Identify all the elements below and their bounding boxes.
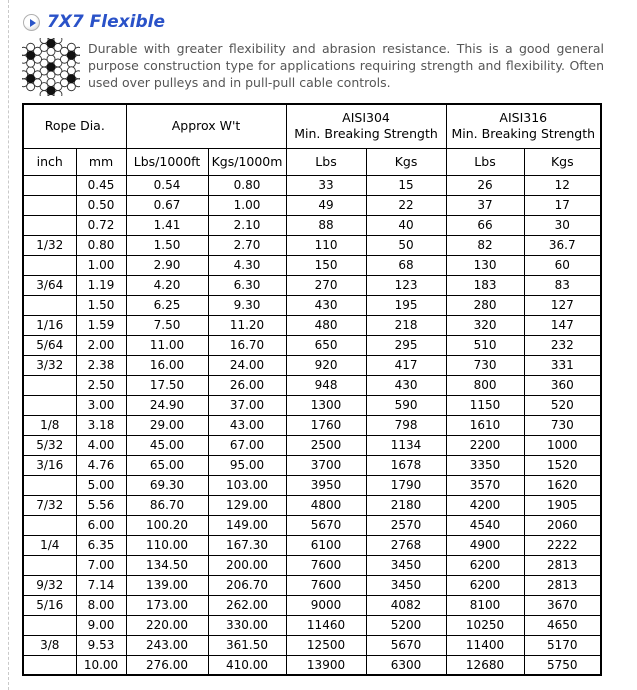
table-cell: 6.25: [126, 295, 208, 315]
table-cell: 2.90: [126, 255, 208, 275]
table-cell: 7600: [286, 555, 366, 575]
table-body: [23, 175, 601, 675]
table-cell: 49: [286, 195, 366, 215]
table-cell: 5/16: [23, 595, 76, 615]
table-cell: 3.18: [76, 415, 126, 435]
table-cell: 149.00: [208, 515, 286, 535]
table-cell: 0.67: [126, 195, 208, 215]
table-row: [23, 275, 601, 295]
table-cell: 103.00: [208, 475, 286, 495]
table-cell: 195: [366, 295, 446, 315]
table-cell: 43.00: [208, 415, 286, 435]
table-cell: 1678: [366, 455, 446, 475]
table-column-header-row: [23, 148, 601, 175]
table-cell: 1.00: [208, 195, 286, 215]
table-row: [23, 435, 601, 455]
table-cell: 7.00: [76, 555, 126, 575]
table-cell: 2.50: [76, 375, 126, 395]
table-cell: [23, 375, 76, 395]
page-left-divider: [8, 0, 9, 690]
table-row: [23, 415, 601, 435]
table-row: [23, 555, 601, 575]
table-cell: 4.20: [126, 275, 208, 295]
table-cell: 12680: [446, 655, 524, 675]
table-cell: 123: [366, 275, 446, 295]
table-cell: 26: [446, 175, 524, 195]
table-cell: 67.00: [208, 435, 286, 455]
table-cell: 2.38: [76, 355, 126, 375]
table-row: [23, 515, 601, 535]
table-cell: 1.00: [76, 255, 126, 275]
table-cell: 9000: [286, 595, 366, 615]
table-cell: 1.19: [76, 275, 126, 295]
table-cell: [23, 175, 76, 195]
table-cell: 510: [446, 335, 524, 355]
table-cell: 37: [446, 195, 524, 215]
group-header-sublabel: Min. Breaking Strength: [451, 126, 596, 142]
table-cell: 60: [524, 255, 601, 275]
table-cell: 295: [366, 335, 446, 355]
table-cell: 3670: [524, 595, 601, 615]
table-cell: [23, 195, 76, 215]
table-cell: 3570: [446, 475, 524, 495]
group-header-aisi304: [286, 104, 446, 148]
table-cell: 1150: [446, 395, 524, 415]
table-cell: 1/32: [23, 235, 76, 255]
table-cell: 5/64: [23, 335, 76, 355]
col-header-aisi316-kgs: Kgs: [524, 148, 601, 175]
table-cell: 6100: [286, 535, 366, 555]
table-cell: 11.00: [126, 335, 208, 355]
table-cell: [23, 475, 76, 495]
table-cell: 590: [366, 395, 446, 415]
table-cell: 173.00: [126, 595, 208, 615]
table-cell: 68: [366, 255, 446, 275]
table-cell: 11.20: [208, 315, 286, 335]
table-cell: 183: [446, 275, 524, 295]
table-cell: 220.00: [126, 615, 208, 635]
table-cell: 5.56: [76, 495, 126, 515]
table-row: [23, 495, 601, 515]
table-row: [23, 255, 601, 275]
table-cell: 4.76: [76, 455, 126, 475]
table-cell: 480: [286, 315, 366, 335]
table-row: [23, 395, 601, 415]
group-header-aisi316: [446, 104, 601, 148]
table-row: [23, 315, 601, 335]
table-cell: 1.50: [76, 295, 126, 315]
table-row: [23, 295, 601, 315]
table-cell: 730: [446, 355, 524, 375]
group-header-label: AISI316: [499, 110, 548, 126]
col-header-aisi304-kgs: Kgs: [366, 148, 446, 175]
table-cell: 1300: [286, 395, 366, 415]
table-cell: 5750: [524, 655, 601, 675]
table-cell: 7/32: [23, 495, 76, 515]
table-row: [23, 235, 601, 255]
table-cell: 2.70: [208, 235, 286, 255]
table-cell: 1520: [524, 455, 601, 475]
table-cell: [23, 295, 76, 315]
table-cell: 4.30: [208, 255, 286, 275]
table-cell: 2180: [366, 495, 446, 515]
table-cell: 330.00: [208, 615, 286, 635]
group-header-sublabel: Min. Breaking Strength: [294, 126, 438, 142]
table-cell: 24.90: [126, 395, 208, 415]
table-cell: 12500: [286, 635, 366, 655]
table-row: [23, 595, 601, 615]
table-cell: 147: [524, 315, 601, 335]
table-cell: 6200: [446, 555, 524, 575]
table-cell: 2200: [446, 435, 524, 455]
table-cell: 2.00: [76, 335, 126, 355]
table-row: [23, 335, 601, 355]
table-cell: 920: [286, 355, 366, 375]
table-cell: 7.14: [76, 575, 126, 595]
table-row: [23, 195, 601, 215]
table-cell: 4650: [524, 615, 601, 635]
table-cell: 232: [524, 335, 601, 355]
table-cell: [23, 555, 76, 575]
col-header-mm: mm: [76, 148, 126, 175]
table-cell: 948: [286, 375, 366, 395]
table-cell: [23, 615, 76, 635]
table-row: [23, 375, 601, 395]
table-cell: 127: [524, 295, 601, 315]
table-cell: 3.00: [76, 395, 126, 415]
table-cell: 95.00: [208, 455, 286, 475]
table-cell: 3350: [446, 455, 524, 475]
table-cell: 150: [286, 255, 366, 275]
table-cell: 6.30: [208, 275, 286, 295]
table-cell: 2813: [524, 575, 601, 595]
table-cell: 1000: [524, 435, 601, 455]
table-cell: 1905: [524, 495, 601, 515]
table-cell: 520: [524, 395, 601, 415]
table-cell: 0.80: [76, 235, 126, 255]
table-cell: 3/32: [23, 355, 76, 375]
table-cell: 13900: [286, 655, 366, 675]
table-cell: 7600: [286, 575, 366, 595]
table-cell: 1/16: [23, 315, 76, 335]
table-cell: 0.45: [76, 175, 126, 195]
table-cell: 12: [524, 175, 601, 195]
table-row: [23, 455, 601, 475]
col-header-aisi316-lbs: Lbs: [446, 148, 524, 175]
table-cell: 6.35: [76, 535, 126, 555]
table-cell: 276.00: [126, 655, 208, 675]
table-cell: 110: [286, 235, 366, 255]
table-cell: 4900: [446, 535, 524, 555]
table-cell: 4200: [446, 495, 524, 515]
table-cell: 430: [366, 375, 446, 395]
table-cell: 4.00: [76, 435, 126, 455]
table-cell: 1790: [366, 475, 446, 495]
table-cell: 37.00: [208, 395, 286, 415]
col-header-kgs-1000m: Kgs/1000m: [208, 148, 286, 175]
table-cell: [23, 255, 76, 275]
table-cell: 430: [286, 295, 366, 315]
table-cell: 10250: [446, 615, 524, 635]
table-cell: 800: [446, 375, 524, 395]
table-cell: 2222: [524, 535, 601, 555]
table-cell: 262.00: [208, 595, 286, 615]
table-cell: 83: [524, 275, 601, 295]
table-cell: 798: [366, 415, 446, 435]
group-header-label: Rope Dia.: [44, 118, 105, 134]
table-cell: 1610: [446, 415, 524, 435]
table-cell: [23, 515, 76, 535]
table-cell: 0.80: [208, 175, 286, 195]
table-cell: 10.00: [76, 655, 126, 675]
group-header-rope-dia: [23, 104, 126, 148]
table-cell: 4082: [366, 595, 446, 615]
table-cell: 8.00: [76, 595, 126, 615]
table-cell: 36.7: [524, 235, 601, 255]
table-cell: 3/8: [23, 635, 76, 655]
table-cell: 2570: [366, 515, 446, 535]
table-cell: 9/32: [23, 575, 76, 595]
table-cell: 5670: [366, 635, 446, 655]
table-cell: 650: [286, 335, 366, 355]
table-row: [23, 215, 601, 235]
table-cell: 218: [366, 315, 446, 335]
table-cell: 69.30: [126, 475, 208, 495]
intro-block: [22, 40, 637, 96]
col-header-aisi304-lbs: Lbs: [286, 148, 366, 175]
table-cell: 9.53: [76, 635, 126, 655]
table-cell: 1.59: [76, 315, 126, 335]
table-cell: 66: [446, 215, 524, 235]
table-cell: 0.50: [76, 195, 126, 215]
table-cell: 320: [446, 315, 524, 335]
table-cell: 5670: [286, 515, 366, 535]
table-cell: 11460: [286, 615, 366, 635]
table-cell: 15: [366, 175, 446, 195]
table-cell: 6.00: [76, 515, 126, 535]
table-cell: 100.20: [126, 515, 208, 535]
table-row: [23, 615, 601, 635]
spec-table: [22, 103, 602, 676]
table-cell: 88: [286, 215, 366, 235]
table-cell: 9.30: [208, 295, 286, 315]
table-cell: 5200: [366, 615, 446, 635]
table-cell: 1.41: [126, 215, 208, 235]
table-cell: [23, 395, 76, 415]
table-cell: 417: [366, 355, 446, 375]
table-cell: 3/64: [23, 275, 76, 295]
table-cell: 243.00: [126, 635, 208, 655]
table-cell: 129.00: [208, 495, 286, 515]
table-cell: 3450: [366, 555, 446, 575]
table-cell: [23, 215, 76, 235]
table-cell: 410.00: [208, 655, 286, 675]
table-row: [23, 175, 601, 195]
table-cell: 30: [524, 215, 601, 235]
table-cell: 86.70: [126, 495, 208, 515]
group-header-approx-wt: [126, 104, 286, 148]
table-row: [23, 535, 601, 555]
table-cell: 22: [366, 195, 446, 215]
table-cell: 4540: [446, 515, 524, 535]
table-cell: 26.00: [208, 375, 286, 395]
table-cell: 3/16: [23, 455, 76, 475]
wire-rope-cross-section-image: [22, 38, 80, 96]
section-header: [23, 12, 637, 32]
table-cell: 130: [446, 255, 524, 275]
col-header-lbs-1000ft: Lbs/1000ft: [126, 148, 208, 175]
table-cell: 17.50: [126, 375, 208, 395]
table-cell: 1620: [524, 475, 601, 495]
table-cell: 50: [366, 235, 446, 255]
table-row: [23, 655, 601, 675]
table-row: [23, 355, 601, 375]
table-cell: 134.50: [126, 555, 208, 575]
table-cell: 6300: [366, 655, 446, 675]
table-cell: [23, 655, 76, 675]
table-cell: 280: [446, 295, 524, 315]
table-cell: 2813: [524, 555, 601, 575]
table-cell: 730: [524, 415, 601, 435]
table-cell: 40: [366, 215, 446, 235]
table-cell: 3700: [286, 455, 366, 475]
table-cell: 29.00: [126, 415, 208, 435]
table-cell: 9.00: [76, 615, 126, 635]
section-description: Durable with greater flexibility and abrasion resistance. This is a good general purpose construction type for applications requiring strength and flexibility. Often used over pulleys and in pull-pull cable controls.: [88, 41, 604, 90]
table-cell: 3450: [366, 575, 446, 595]
table-cell: 24.00: [208, 355, 286, 375]
table-cell: 5.00: [76, 475, 126, 495]
table-cell: 2500: [286, 435, 366, 455]
table-cell: 0.54: [126, 175, 208, 195]
table-cell: 270: [286, 275, 366, 295]
table-cell: 1.50: [126, 235, 208, 255]
table-cell: 33: [286, 175, 366, 195]
table-cell: 2.10: [208, 215, 286, 235]
table-cell: 82: [446, 235, 524, 255]
table-group-header-row: [23, 104, 601, 148]
table-cell: 11400: [446, 635, 524, 655]
table-cell: 45.00: [126, 435, 208, 455]
table-cell: 360: [524, 375, 601, 395]
table-cell: 2060: [524, 515, 601, 535]
table-cell: 1/4: [23, 535, 76, 555]
table-cell: 1760: [286, 415, 366, 435]
table-cell: 7.50: [126, 315, 208, 335]
table-cell: 110.00: [126, 535, 208, 555]
table-cell: 5170: [524, 635, 601, 655]
group-header-label: AISI304: [342, 110, 390, 126]
table-cell: 1134: [366, 435, 446, 455]
table-cell: 361.50: [208, 635, 286, 655]
table-cell: 16.00: [126, 355, 208, 375]
table-cell: 4800: [286, 495, 366, 515]
table-cell: 5/32: [23, 435, 76, 455]
col-header-inch: inch: [23, 148, 76, 175]
table-row: [23, 475, 601, 495]
table-cell: 3950: [286, 475, 366, 495]
table-cell: 2768: [366, 535, 446, 555]
table-row: [23, 635, 601, 655]
table-cell: 139.00: [126, 575, 208, 595]
table-cell: 331: [524, 355, 601, 375]
table-cell: 6200: [446, 575, 524, 595]
table-cell: 8100: [446, 595, 524, 615]
arrow-bullet-icon: [23, 14, 40, 31]
table-cell: 200.00: [208, 555, 286, 575]
table-cell: 206.70: [208, 575, 286, 595]
section-title: 7X7 Flexible: [47, 12, 165, 32]
table-row: [23, 575, 601, 595]
table-cell: 0.72: [76, 215, 126, 235]
table-cell: 16.70: [208, 335, 286, 355]
table-cell: 167.30: [208, 535, 286, 555]
table-cell: 17: [524, 195, 601, 215]
table-cell: 1/8: [23, 415, 76, 435]
table-cell: 65.00: [126, 455, 208, 475]
group-header-label: Approx W't: [171, 118, 241, 134]
